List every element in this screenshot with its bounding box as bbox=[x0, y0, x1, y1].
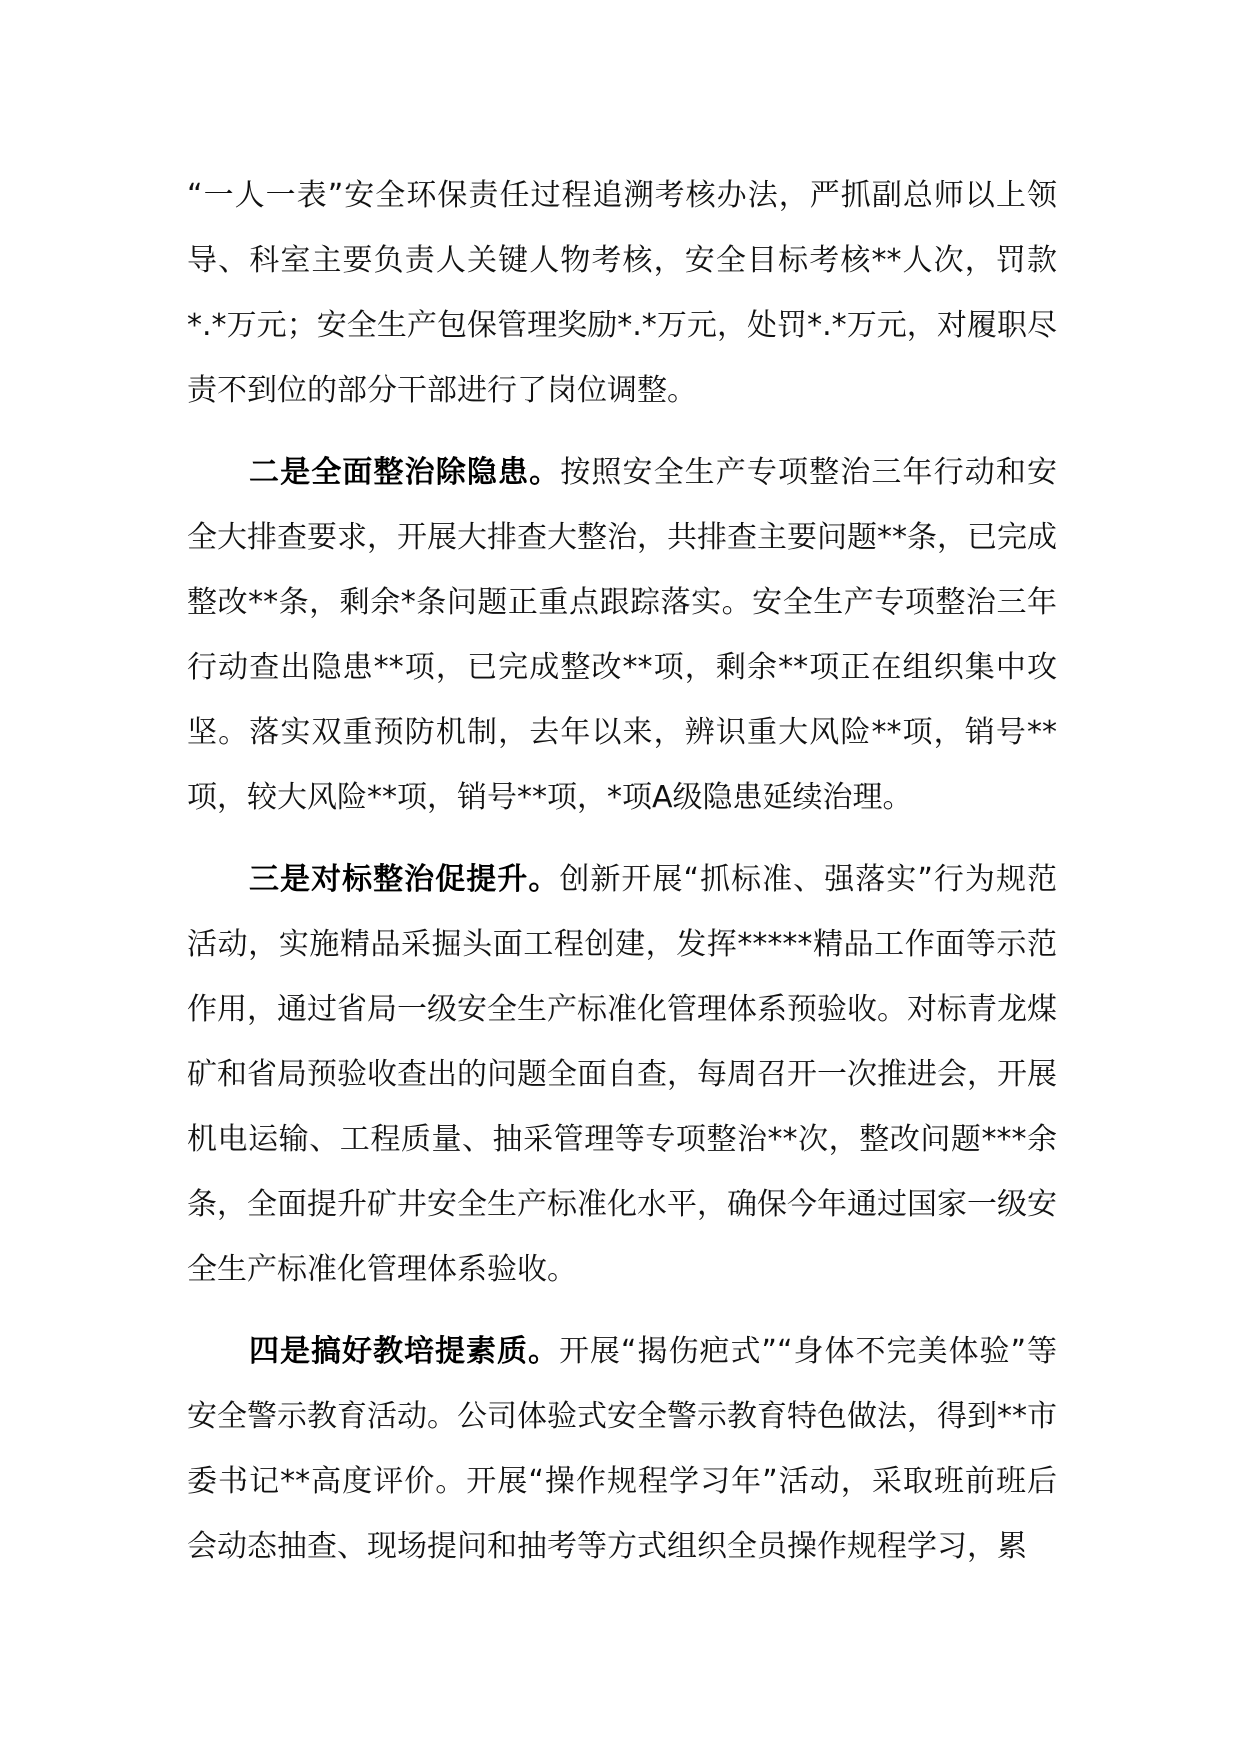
paragraph-text: 按照安全生产专项整治三年行动和安全大排查要求，开展大排查大整治，共排查主要问题**条，已完成整改**条，剩余*条问题正重点跟踪落实。安全生产专项整治三年行动查出隐患**项，已完成整改**项，剩余**项正在组织集中攻坚。落实双重预防机制，去年以来，辨识重大风险**项，销号**项，较大风险**项，销号**项，*项A级隐患延续治理。 bbox=[187, 455, 1058, 815]
paragraph-continuation bbox=[187, 163, 1057, 423]
paragraph-text: 开展“揭伤疤式”“身体不完美体验”等安全警示教育活动。公司体验式安全警示教育特色做法，得到**市委书记**高度评价。开展“操作规程学习年”活动，采取班前班后会动态抽查、现场提问和抽考等方式组织全员操作规程学习，累 bbox=[187, 1334, 1057, 1564]
paragraph-text: 创新开展“抓标准、强落实”行为规范活动，实施精品采掘头面工程创建，发挥*****精品工作面等示范作用，通过省局一级安全生产标准化管理体系预验收。对标青龙煤矿和省局预验收查出的问题全面自查，每周召开一次推进会，开展机电运输、工程质量、抽采管理等专项整治**次，整改问题***余条，全面提升矿井安全生产标准化水平，确保今年通过国家一级安全生产标准化管理体系验收。 bbox=[187, 862, 1058, 1287]
paragraph-heading: 二是全面整治除隐患。 bbox=[249, 455, 561, 490]
document-body bbox=[187, 163, 1057, 1596]
paragraph-heading: 四是搞好教培提素质。 bbox=[249, 1334, 559, 1369]
paragraph-text: “一人一表”安全环保责任过程追溯考核办法，严抓副总师以上领导、科室主要负责人关键人物考核，安全目标考核**人次，罚款*.*万元；安全生产包保管理奖励*.*万元，处罚*.*万元，对履职尽责不到位的部分干部进行了岗位调整。 bbox=[187, 178, 1057, 408]
paragraph-hazard-rectification bbox=[187, 440, 1057, 830]
paragraph-heading: 三是对标整治促提升。 bbox=[249, 862, 560, 897]
paragraph-training-quality bbox=[187, 1319, 1057, 1579]
paragraph-benchmark-improvement bbox=[187, 847, 1057, 1302]
